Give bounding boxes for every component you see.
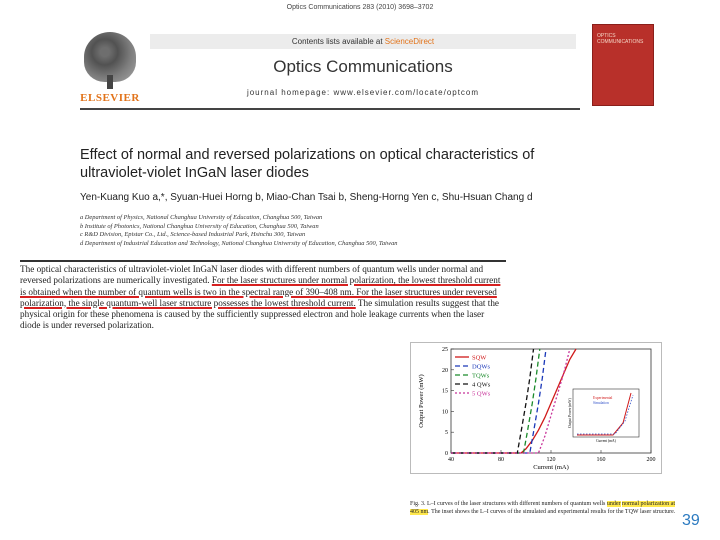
x-tick-label: 160 bbox=[596, 457, 606, 463]
abstract-highlight: For the laser structures under normal polarization, the lowest threshold current is obtained when the number of quantum wells is two in the spectral range of 390–408 nm. For the laser structures under reversed polarization, the single quantum-well laser structure possesses the lowest threshold current. bbox=[20, 275, 501, 308]
affiliations bbox=[80, 214, 600, 248]
y-tick-label: 0 bbox=[445, 451, 448, 457]
x-axis-label: Current (mA) bbox=[533, 464, 569, 471]
masthead-rule bbox=[80, 108, 580, 110]
li-curve-figure bbox=[410, 342, 662, 474]
series-line-sqw bbox=[451, 349, 576, 453]
caption-end: . The inset shows the L–I curves of the simulated and experimental results for the TQW laser structure. bbox=[428, 509, 676, 515]
series-line-tqws bbox=[451, 349, 540, 453]
legend-label: SQW bbox=[472, 354, 487, 362]
contents-prefix: Contents lists available at bbox=[291, 37, 385, 46]
y-tick-label: 10 bbox=[442, 409, 448, 416]
affiliation-d: d Department of Industrial Education and Technology, National Changhua University of Education, Changhua 500, Taiwan bbox=[80, 239, 398, 247]
figure-caption bbox=[410, 500, 680, 516]
publisher-name: ELSEVIER bbox=[80, 92, 140, 104]
caption-highlight-2: normal polarization at 405 nm bbox=[410, 501, 675, 515]
affiliation-b: b Institute of Photonics, National Changhua University of Education, Changhua 500, Taiwan bbox=[80, 222, 319, 230]
journal-reference-link[interactable]: Optics Communications 283 (2010) 3698–3702 bbox=[286, 4, 434, 11]
y-tick-label: 15 bbox=[442, 388, 448, 395]
abstract bbox=[20, 264, 506, 332]
inset-legend-experimental: Experimental bbox=[593, 396, 613, 400]
y-tick-label: 25 bbox=[442, 347, 448, 353]
cover-title: OPTICS COMMUNICATIONS bbox=[597, 33, 644, 45]
contents-line bbox=[150, 34, 576, 49]
y-tick-label: 20 bbox=[442, 367, 448, 374]
y-tick-label: 5 bbox=[445, 430, 448, 437]
inset-y-label: Output Power (mW) bbox=[568, 398, 572, 428]
x-tick-label: 80 bbox=[498, 457, 504, 463]
legend-label: 5 QWs bbox=[472, 390, 491, 398]
legend-label: 4 QWs bbox=[472, 381, 491, 389]
legend-label: TQWs bbox=[472, 372, 490, 380]
abstract-rule bbox=[20, 260, 506, 262]
legend-label: DQWs bbox=[472, 363, 491, 371]
series-line-4-qws bbox=[451, 349, 534, 453]
affiliation-c: c R&D Division, Epistar Co., Ltd., Science-based Industrial Park, Hsinchu 300, Taiwan bbox=[80, 231, 306, 238]
inset-legend-simulation: Simulation bbox=[593, 401, 609, 405]
elsevier-logo bbox=[80, 30, 140, 106]
inset-x-label: Current (mA) bbox=[596, 439, 616, 443]
x-tick-label: 200 bbox=[646, 457, 656, 463]
affiliation-a: a Department of Physics, National Changhua University of Education, Changhua 500, Taiwan bbox=[80, 214, 323, 221]
x-tick-label: 120 bbox=[546, 457, 556, 463]
caption-highlight-1: under bbox=[606, 501, 621, 507]
caption-start: Fig. 3. L–I curves of the laser structures with different numbers of quantum wells bbox=[410, 501, 607, 507]
journal-title: Optics Communications bbox=[273, 57, 453, 76]
page-number: 39 bbox=[682, 512, 700, 529]
paper-authors: Yen-Kuang Kuo a,*, Syuan-Huei Horng b, Miao-Chan Tsai b, Sheng-Horng Yen c, Shu-Hsuan Chang d bbox=[80, 192, 533, 203]
paper-title: Effect of normal and reversed polarizations on optical characteristics of ultraviolet-violet InGaN laser diodes bbox=[80, 147, 535, 181]
journal-reference bbox=[0, 4, 720, 11]
li-chart bbox=[411, 343, 661, 473]
sciencedirect-link[interactable]: ScienceDirect bbox=[384, 37, 435, 46]
tree-trunk bbox=[107, 75, 113, 89]
x-tick-label: 40 bbox=[448, 457, 454, 463]
journal-cover bbox=[592, 24, 654, 106]
abstract-part-3: The simulation results suggest that the physical origin for these phenomena is caused by the sufficiently suppressed electron and hole leakage currents when the laser diode is under reversed polarization. bbox=[20, 297, 500, 331]
y-axis-label: Output Power (mW) bbox=[418, 374, 425, 428]
abstract-part-1: The optical characteristics of ultraviolet-violet InGaN laser diodes with different numbers of quantum wells under normal and reversed polarizations are numerically investigated. bbox=[20, 264, 484, 286]
journal-masthead bbox=[80, 30, 580, 110]
journal-homepage[interactable]: journal homepage: www.elsevier.com/locate/optcom bbox=[246, 88, 480, 97]
